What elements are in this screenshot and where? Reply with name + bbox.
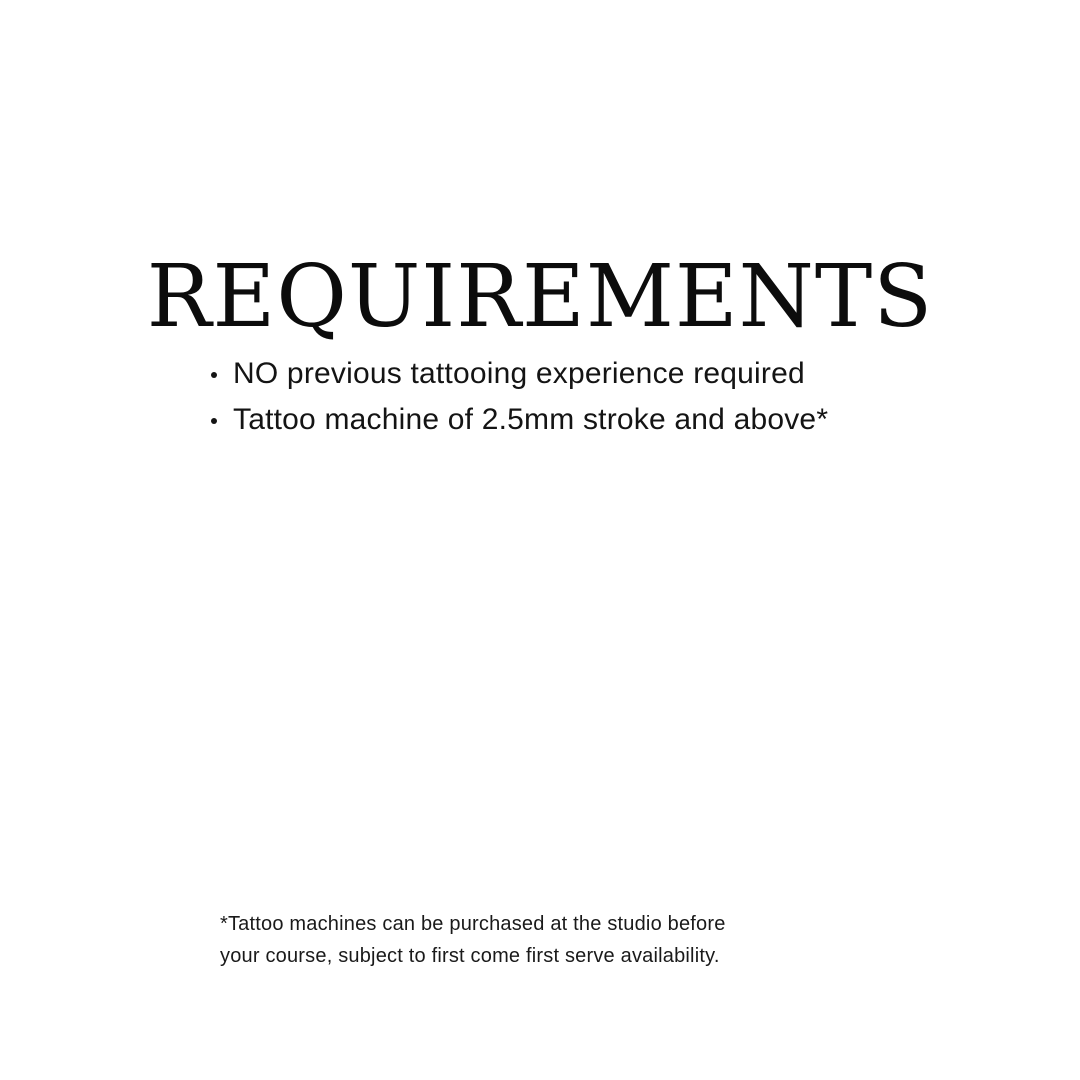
list-item-label: Tattoo machine of 2.5mm stroke and above* <box>233 403 829 436</box>
bullet-dot-icon <box>211 372 217 378</box>
list-item-label: NO previous tattooing experience required <box>233 357 805 390</box>
footnote-line-2: your course, subject to first come first serve availability. <box>220 945 720 967</box>
footnote-line-1: *Tattoo machines can be purchased at the studio before <box>220 913 726 935</box>
list-item <box>205 352 965 396</box>
footnote <box>220 908 880 972</box>
bullet-dot-icon <box>211 418 217 424</box>
page-title: REQUIREMENTS <box>146 246 934 347</box>
list-item <box>205 398 965 442</box>
requirements-list <box>205 352 965 442</box>
